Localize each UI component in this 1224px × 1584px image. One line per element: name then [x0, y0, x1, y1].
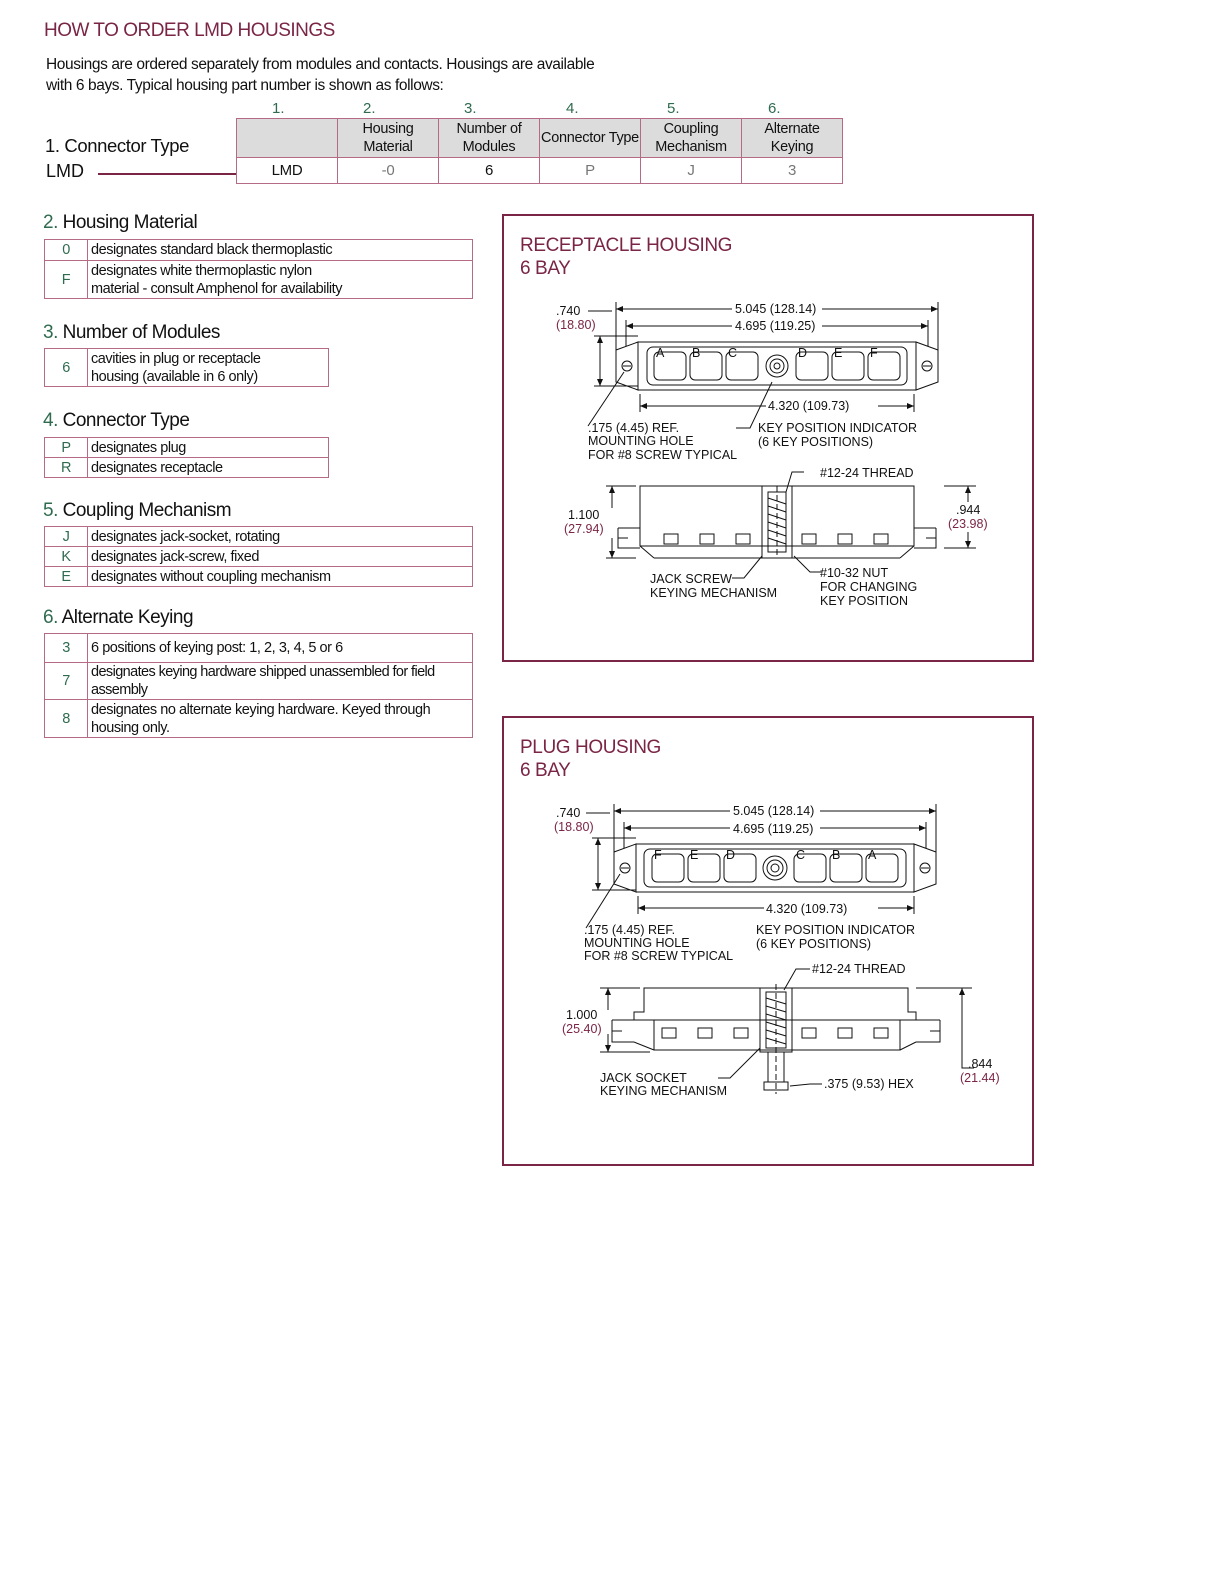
key-indicator-note: (6 KEY POSITIONS) — [756, 937, 872, 951]
option-code: F — [45, 261, 88, 299]
pn-value: 6 — [439, 158, 540, 184]
option-text: designates white thermoplastic nylon material - consult Amphenol for availability — [88, 261, 473, 299]
cavity-letter: D — [726, 848, 736, 862]
thread-note: #12-24 THREAD — [812, 962, 906, 976]
hex-note: .375 (9.53) HEX — [824, 1077, 914, 1091]
mounting-hole-note: .175 (4.45) REF. — [584, 923, 676, 937]
intro-text: Housings are ordered separately from modules and contacts. Housings are available with 6 bays. Typical housing part number is shown as follows: — [46, 56, 595, 94]
dim-label-mm: (21.44) — [960, 1071, 1000, 1085]
dim-label-mm: (18.80) — [554, 820, 594, 834]
cavity-letter: B — [692, 346, 701, 360]
pn-header: Housing Material — [338, 119, 439, 158]
dim-label: 5.045 (128.14) — [733, 804, 815, 818]
pn-header: Coupling Mechanism — [641, 119, 742, 158]
pn-col-number: 6. — [768, 100, 781, 117]
dim-label: 5.045 (128.14) — [735, 302, 817, 316]
dim-label: .740 — [556, 806, 581, 820]
dim-label: .844 — [968, 1057, 993, 1071]
option-text: designates no alternate keying hardware. Keyed through housing only. — [88, 700, 473, 738]
part-number-table — [236, 118, 843, 184]
pn-col-number: 4. — [566, 100, 579, 117]
mounting-hole-note: MOUNTING HOLE — [584, 936, 690, 950]
option-code: P — [45, 438, 88, 458]
pn-value: J — [641, 158, 742, 184]
pn-value: 3 — [742, 158, 843, 184]
cavity-letter: F — [870, 346, 878, 360]
mounting-hole-note: FOR #8 SCREW TYPICAL — [584, 949, 734, 963]
option-code: 3 — [45, 634, 88, 663]
cavity-letter: A — [868, 848, 877, 862]
pn-col-number: 2. — [363, 100, 376, 117]
panel-title: RECEPTACLE HOUSING 6 BAY — [520, 235, 733, 279]
receptacle-drawing — [504, 216, 1036, 664]
option-text: designates plug — [88, 438, 329, 458]
pn-header: Connector Type — [540, 119, 641, 158]
key-indicator-note: (6 KEY POSITIONS) — [758, 435, 874, 449]
pn-col-number: 1. — [272, 100, 285, 117]
option-text: designates jack-socket, rotating — [88, 527, 473, 547]
pn-col-number: 5. — [667, 100, 680, 117]
option-code: J — [45, 527, 88, 547]
pn-value: LMD — [237, 158, 338, 184]
pn-header: Number of Modules — [439, 119, 540, 158]
dim-label: 4.695 (119.25) — [735, 319, 816, 333]
mounting-hole-note: FOR #8 SCREW TYPICAL — [588, 448, 738, 462]
connector-type-value: LMD — [46, 161, 85, 181]
cavity-letter: E — [834, 346, 843, 360]
nut-note: FOR CHANGING — [820, 580, 918, 594]
plug-drawing — [504, 718, 1036, 1168]
cavity-letter: D — [798, 346, 808, 360]
option-code: 6 — [45, 349, 88, 387]
plug-housing-panel — [502, 716, 1034, 1166]
mechanism-note: JACK SOCKET — [600, 1071, 687, 1085]
cavity-letter: E — [690, 848, 699, 862]
pn-value: -0 — [338, 158, 439, 184]
option-text: designates receptacle — [88, 458, 329, 478]
dim-label: .740 — [556, 304, 581, 318]
alternate-keying-table — [44, 633, 473, 738]
key-indicator-note: KEY POSITION INDICATOR — [758, 421, 918, 435]
dim-label-mm: (23.98) — [948, 517, 988, 531]
section-title: 2. Housing Material — [43, 212, 198, 233]
option-text: designates without coupling mechanism — [88, 567, 473, 587]
dim-label: 1.100 — [568, 508, 600, 522]
housing-material-table — [44, 239, 473, 299]
connector-type-label: 1. Connector Type — [45, 135, 190, 156]
mechanism-note: KEYING MECHANISM — [600, 1084, 728, 1098]
mechanism-note: JACK SCREW — [650, 572, 732, 586]
connector-type-table — [44, 437, 329, 478]
dim-label: 4.320 (109.73) — [766, 902, 848, 916]
thread-note: #12-24 THREAD — [820, 466, 914, 480]
mounting-hole-note: MOUNTING HOLE — [588, 434, 694, 448]
leader-line — [98, 173, 236, 175]
pn-value: P — [540, 158, 641, 184]
option-code: R — [45, 458, 88, 478]
option-text: designates keying hardware shipped unassembled for field assembly — [88, 663, 473, 700]
option-code: 0 — [45, 240, 88, 261]
dim-label-mm: (18.80) — [556, 318, 596, 332]
cavity-letter: F — [654, 848, 662, 862]
option-text: designates standard black thermoplastic — [88, 240, 473, 261]
pn-header — [237, 119, 338, 158]
page-title: HOW TO ORDER LMD HOUSINGS — [44, 20, 335, 41]
pn-header: Alternate Keying — [742, 119, 843, 158]
dim-label: 1.000 — [566, 1008, 598, 1022]
dim-label: 4.320 (109.73) — [768, 399, 850, 413]
option-text: 6 positions of keying post: 1, 2, 3, 4, 5 or 6 — [88, 634, 473, 663]
receptacle-housing-panel — [502, 214, 1034, 662]
mounting-hole-note: .175 (4.45) REF. — [588, 421, 680, 435]
section-title: 3. Number of Modules — [43, 322, 220, 343]
key-indicator-note: KEY POSITION INDICATOR — [756, 923, 916, 937]
dim-label: 4.695 (119.25) — [733, 822, 814, 836]
cavity-letter: C — [728, 346, 738, 360]
option-code: 8 — [45, 700, 88, 738]
option-text: cavities in plug or receptacle housing (available in 6 only) — [88, 349, 329, 387]
pn-col-number: 3. — [464, 100, 477, 117]
option-text: designates jack-screw, fixed — [88, 547, 473, 567]
option-code: K — [45, 547, 88, 567]
section-title: 5. Coupling Mechanism — [43, 500, 232, 521]
cavity-letter: B — [832, 848, 841, 862]
coupling-table — [44, 526, 473, 587]
dim-label-mm: (25.40) — [562, 1022, 602, 1036]
nut-note: KEY POSITION — [820, 594, 908, 608]
option-code: E — [45, 567, 88, 587]
nut-note: #10-32 NUT — [820, 566, 889, 580]
mechanism-note: KEYING MECHANISM — [650, 586, 778, 600]
dim-label-mm: (27.94) — [564, 522, 604, 536]
dim-label: .944 — [956, 503, 981, 517]
section-title: 6. Alternate Keying — [43, 607, 194, 628]
panel-title: PLUG HOUSING 6 BAY — [520, 737, 661, 781]
section-title: 4. Connector Type — [43, 410, 190, 431]
modules-table — [44, 348, 329, 387]
cavity-letter: A — [656, 346, 665, 360]
cavity-letter: C — [796, 848, 806, 862]
option-code: 7 — [45, 663, 88, 700]
